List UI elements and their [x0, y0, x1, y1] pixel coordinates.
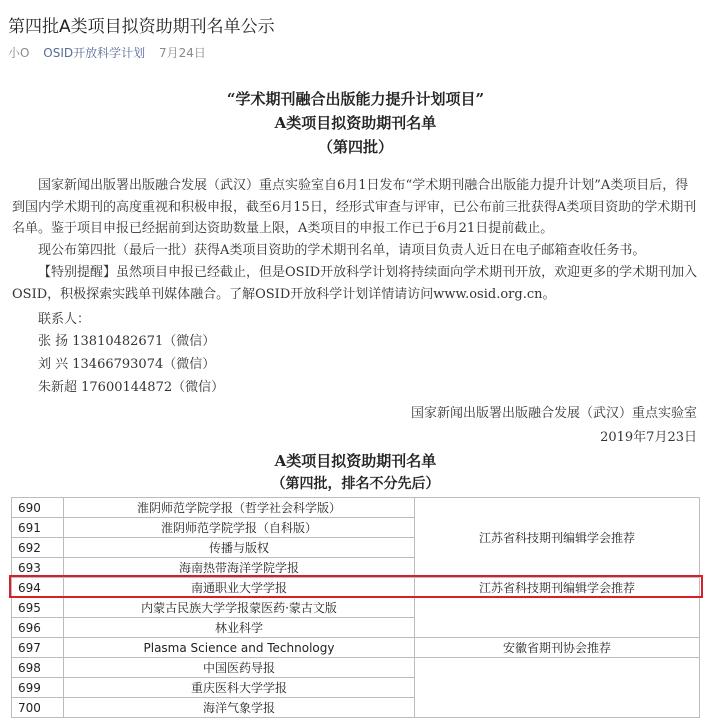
journal-name: 南通职业大学学报 — [64, 578, 415, 598]
table-row — [12, 498, 700, 518]
article-title: 第四批A类项目拟资助期刊名单公示 — [8, 17, 275, 37]
row-number: 697 — [12, 638, 64, 658]
recommender — [415, 658, 700, 718]
journal-name: 重庆医科大学学报 — [64, 678, 415, 698]
table-row — [12, 598, 700, 618]
paragraph-reminder: 【特别提醒】虽然项目申报已经截止，但是OSID开放科学计划将持续面向学术期刊开放，欢迎更多的学术期刊加入OSID，积极探索实践单刊媒体融合。了解OSID开放科学计划详情请访问www.osid.org.cn。 — [12, 265, 698, 302]
meta-prefix: 小O — [8, 46, 30, 60]
journal-name: Plasma Science and Technology — [64, 638, 415, 658]
author-link[interactable]: OSID开放科学计划 — [43, 46, 146, 60]
journal-name: 淮阴师范学院学报（自科版） — [64, 518, 415, 538]
signature-org: 国家新闻出版署出版融合发展（武汉）重点实验室 — [410, 406, 697, 421]
table-row — [12, 638, 700, 658]
row-number: 690 — [12, 498, 64, 518]
table-subtitle: （第四批，排名不分先后） — [271, 476, 440, 492]
table-row — [12, 658, 700, 678]
journal-table — [11, 497, 700, 718]
row-number: 699 — [12, 678, 64, 698]
heading-line-2: A类项目拟资助期刊名单 — [274, 114, 437, 132]
heading-line-3: （第四批） — [317, 138, 393, 156]
recommender: 江苏省科技期刊编辑学会推荐 — [415, 498, 700, 578]
contact-line: 张 扬 13810482671（微信） — [38, 334, 216, 349]
heading-line-1: “学术期刊融合出版能力提升计划项目” — [226, 90, 485, 108]
row-number: 698 — [12, 658, 64, 678]
journal-name: 海洋气象学报 — [64, 698, 415, 718]
row-number: 692 — [12, 538, 64, 558]
recommender — [415, 598, 700, 638]
journal-name: 中国医药导报 — [64, 658, 415, 678]
recommender: 江苏省科技期刊编辑学会推荐 — [415, 578, 700, 598]
contact-line: 刘 兴 13466793074（微信） — [38, 357, 216, 372]
paragraph-announcement: 现公布第四批（最后一批）获得A类项目资助的学术期刊名单，请项目负责人近日在电子邮箱查收任务书。 — [38, 243, 646, 258]
journal-name: 内蒙古民族大学学报蒙医药·蒙古文版 — [64, 598, 415, 618]
recommender: 安徽省期刊协会推荐 — [415, 638, 700, 658]
row-number: 693 — [12, 558, 64, 578]
publish-date: 7月24日 — [158, 46, 206, 60]
contacts-label: 联系人： — [38, 312, 91, 327]
article-meta — [8, 44, 206, 61]
contact-line: 朱新超 17600144872（微信） — [38, 380, 225, 395]
row-number: 694 — [12, 578, 64, 598]
journal-name: 淮阴师范学院学报（哲学社会科学版） — [64, 498, 415, 518]
paragraph-intro: 国家新闻出版署出版融合发展（武汉）重点实验室自6月1日发布“学术期刊融合出版能力提升计划”A类项目后，得到国内学术期刊的高度重视和积极申报，截至6月15日，经形式审查与评审，已公布前三批获得A类项目资助的学术期刊名单。鉴于项目申报已经据前到达资助数量上限，A类项目的申报工作已于6月21日提前截止。 — [12, 178, 697, 236]
highlight-box — [9, 575, 703, 598]
row-number: 691 — [12, 518, 64, 538]
table-title: A类项目拟资助期刊名单 — [274, 452, 437, 470]
journal-name: 传播与版权 — [64, 538, 415, 558]
journal-name: 海南热带海洋学院学报 — [64, 558, 415, 578]
row-number: 700 — [12, 698, 64, 718]
journal-name: 林业科学 — [64, 618, 415, 638]
signature-date: 2019年7月23日 — [600, 430, 697, 445]
row-number: 696 — [12, 618, 64, 638]
row-number: 695 — [12, 598, 64, 618]
